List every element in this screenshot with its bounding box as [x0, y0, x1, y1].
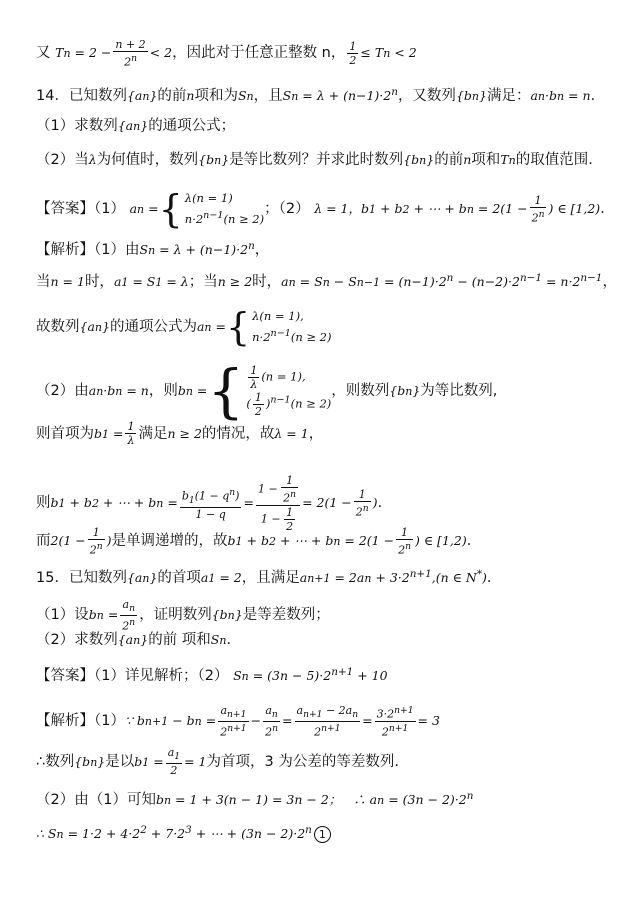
problem-14-part-2: （2）当λ为何值时，数列{bn}是等比数列？并求此时数列{bn}的前n项和Tn的取值范围. — [36, 152, 593, 168]
problem-15-answer: 【答案】（1）详见解析；（2） $Sn = (3n - 5)\cdot 2^{n+1} + 10$ — [36, 666, 388, 685]
circled-number-1-icon: 1 — [314, 826, 331, 843]
problem-15-arithmetic: ∴数列{bn}是以b1 = $\frac{a_1}{2}$ = 1为首项，3 为公差的等差数列. — [36, 746, 399, 778]
text-line-tn-bound: 又 Tn = 2 − $\frac{n + 2}{2^n}$ < 2，因此对于任意正整数 n， $\frac{1}{2}$ ≤ Tn < 2 — [36, 38, 417, 69]
problem-14-answer: 【答案】（1） an = { λ(n = 1) $n\cdot 2^{n-1}(n \ge 2)$ ；（2） λ = 1，b1 + b2 + ⋯ + bn = 2(1 − $\frac{1}{2^n}$ ) ∈ [1,2)． — [36, 187, 615, 231]
problem-15-part-2: （2）求数列{an}的前 项和Sn． — [36, 632, 241, 648]
problem-15-general-term: （2）由（1）可知bn = 1 + 3(n − 1) = 3n − 2； ∴ an = $(3n - 2)\cdot 2^n$ — [36, 790, 474, 809]
problem-15-sum-series: ∴ $Sn = 1\cdot 2 + 4\cdot 2^2 + 7\cdot 2^3$ + ⋯ + $(3n - 2)\cdot 2^n$ 1 — [36, 820, 626, 845]
problem-14-part-1: （1）求数列{an}的通项公式； — [36, 118, 236, 134]
problem-15-analysis: 【解析】（1）∵ bn+1 − bn = $\frac{a_{n+1}}{2^{n+1}}$ − $\frac{a_n}{2^n}$ = $\frac{a_{n+1} - 2a_n}{2^{n+1}}$ = $\frac{3\cdot 2^{n+1}}{2^{n+1}}$ = 3 — [36, 704, 440, 739]
problem-14-statement: 14．已知数列{an}的前n项和为Sn，且$Sn = \lambda + (n-1)\cdot 2^n$，又数列{bn}满足：an·bn = n． — [36, 86, 606, 105]
problem-14-sum-formula: 则b1 + b2 + ⋯ + bn = $\frac{b_1(1 - q^n)}{1 - q}$ = 1 − $\frac{1}{2^n}$ 1 − $\frac{1}{2}$ = 2(1 − $\frac{1}{2^n}$ )． — [36, 474, 393, 533]
problem-14-analysis-start: 【解析】（1）由$Sn = \lambda + (n-1)\cdot 2^n$， — [36, 240, 270, 259]
problem-14-general-term: 故数列{an}的通项公式为an = { λ(n = 1), $n\cdot 2^{n-1}(n \ge 2)$ — [36, 305, 332, 349]
problem-15-statement: 15．已知数列{an}的首项a1 = 2，且满足$an+1 = 2an + 3\cdot 2^{n+1},(n$ ∈ N*)． — [36, 568, 502, 587]
problem-14-analysis-cases: 当n = 1时，a1 = S1 = λ；当n ≥ 2时，an = $Sn - Sn-1 = (n-1)\cdot 2^n - (n-2)\cdot 2^{n-1} = n\cdot 2^{n-1}$， — [36, 272, 617, 291]
problem-15-part-1: （1）设bn = $\frac{a_n}{2^n}$ ，证明数列{bn}是等差数列； — [36, 598, 330, 633]
problem-14-first-term: 则首项为b1 = $\frac{1}{\lambda}$ 满足n ≥ 2的情况，故λ = 1， — [36, 420, 324, 447]
problem-14-monotonic: 而2(1 − $\frac{1}{2^n}$ )是单调递增的，故b1 + b2 + ⋯ + bn = 2(1 − $\frac{1}{2^n}$ ) ∈ [1,2)． — [36, 526, 482, 557]
problem-14-bn-expression: （2）由an·bn = n，则bn = { $\frac{1}{\lambda}$ (n = 1), ( $\frac{1}{2}$ )$^{n-1}$(n ≥ 2) ，则数列{bn}为等比数列, — [36, 357, 498, 425]
